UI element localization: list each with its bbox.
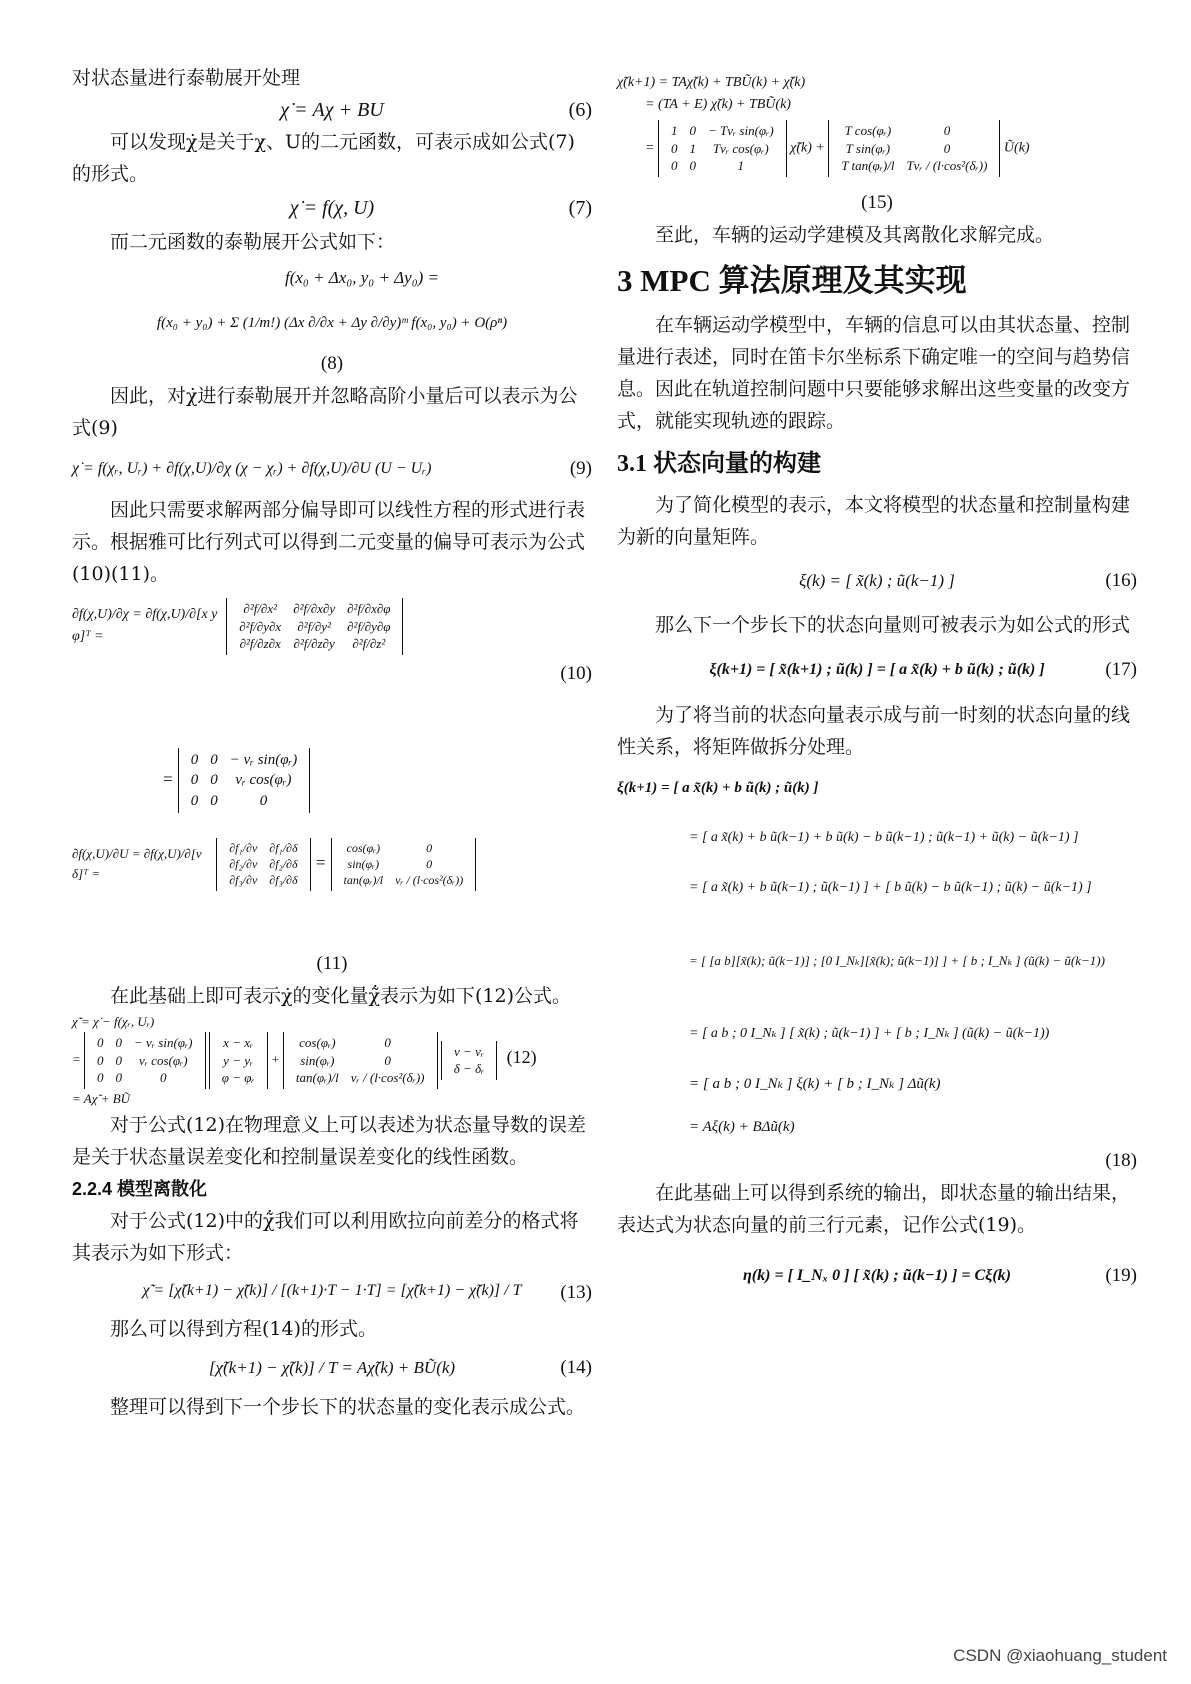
matrix-cell: − vᵣ sin(φᵣ) xyxy=(229,752,298,768)
equation-lhs: ∂f(χ,U)/∂U = ∂f(χ,U)/∂[v δ]ᵀ = xyxy=(72,846,202,882)
equation-8 xyxy=(72,258,592,348)
equation-number: (10) xyxy=(560,663,592,684)
matrix-cell: ∂²f/∂x² xyxy=(243,601,278,616)
right-column xyxy=(617,72,1137,1311)
equation-body: [χ̃(k+1) − χ̃(k)] / T = Aχ̃(k) + BŨ(k) xyxy=(208,1357,456,1377)
matrix-cell: T cos(φᵣ) xyxy=(844,123,892,138)
equation-12 xyxy=(72,1012,592,1109)
paragraph: 而二元函数的泰勒展开公式如下： xyxy=(110,231,396,253)
matrix-table xyxy=(290,1034,431,1087)
paragraph: 对于公式(12)在物理意义上可以表述为状态量导数的误差是关于状态量误差变化和控制量误差变化的线性函数。 xyxy=(72,1113,587,1168)
paragraph: 那么下一个步长下的状态向量则可被表示为如公式的形式 xyxy=(655,613,1131,636)
equation-19 xyxy=(617,1241,1137,1311)
state-symbol: χ̃(k) + xyxy=(790,140,825,156)
equation-body: χ̇ = f(χ, U) xyxy=(289,197,375,219)
matrix-table xyxy=(338,840,470,889)
equation-number: (16) xyxy=(1105,569,1137,591)
control-error-vector xyxy=(441,1041,498,1080)
plus-sign: + xyxy=(270,1051,280,1067)
matrix-cell: 0 xyxy=(384,1035,391,1050)
matrix-cell: 0 xyxy=(670,140,678,156)
matrix-cell: 0 xyxy=(160,1070,167,1086)
equation-6 xyxy=(72,94,592,126)
equation-line: = [ a x̃(k) + b ũ(k−1) ; ũ(k−1) ] + [ b ũ(k) − b ũ(k−1) ; ũ(k) − ũ(k−1) ] xyxy=(689,879,1092,895)
equation-number: (17) xyxy=(1105,658,1137,680)
matrix-cell: sin(φᵣ) xyxy=(347,857,380,872)
equation-body: η(k) = [ I_Nₓ 0 ] [ x̃(k) ; ũ(k−1) ] = Cξ(k) xyxy=(743,1266,1011,1284)
equation-line: = [ a b ; 0 I_Nₖ ] [ x̃(k) ; ũ(k−1) ] + [ b ; I_Nₖ ] (ũ(k) − ũ(k−1)) xyxy=(689,1025,1050,1041)
equation-11 xyxy=(72,838,592,948)
watermark: CSDN @xiaohuang_student xyxy=(953,1646,1167,1665)
jacobian-matrix-u xyxy=(331,838,477,891)
equation-number: (11) xyxy=(316,953,348,974)
matrix-cell: 1 xyxy=(737,158,745,174)
matrix-cell: − vᵣ sin(φᵣ) xyxy=(134,1035,193,1050)
matrix-cell: ∂f₂/∂v xyxy=(229,857,258,872)
equation-14 xyxy=(72,1345,592,1391)
equation-number: (12) xyxy=(506,1047,537,1068)
equation-number: (19) xyxy=(1105,1264,1137,1286)
matrix-cell: y − yᵣ xyxy=(223,1052,254,1068)
equation-13 xyxy=(72,1269,592,1313)
matrix-cell: δ − δᵣ xyxy=(453,1061,485,1077)
equation-body: ξ(k+1) = [ x̃(k+1) ; ũ(k) ] = [ a x̃(k) + b ũ(k) ; ũ(k) ] xyxy=(709,660,1045,678)
matrix-cell: 0 xyxy=(384,1052,391,1068)
matrix-cell: x − xᵣ xyxy=(223,1035,254,1050)
equation-line: χ̃(k+1) = TAχ̃(k) + TBŨ(k) + χ̃(k) xyxy=(617,75,806,90)
matrix-table xyxy=(233,600,396,653)
equation-line: = [ [a b][x̃(k); ũ(k−1)] ; [0 I_Nₖ][x̃(k); ũ(k−1)] ] + [ b ; I_Nₖ ] (ũ(k) − ũ(k−1)) xyxy=(689,952,1105,968)
matrix-table xyxy=(665,122,780,175)
equation-line: ξ(k+1) = [ a x̃(k) + b ũ(k) ; ũ(k) ] xyxy=(617,779,819,796)
matrix-cell: ∂²f/∂y∂x xyxy=(239,618,282,634)
equation-18-number-row xyxy=(617,1145,1137,1177)
paragraph: 在此基础上可以得到系统的输出，即状态量的输出结果，表达式为状态向量的前三行元素，记作公式(19)。 xyxy=(617,1181,1131,1236)
matrix-cell: vᵣ cos(φᵣ) xyxy=(138,1052,188,1068)
matrix-cell: 0 xyxy=(259,792,268,809)
matrix-cell: ∂f₂/∂δ xyxy=(269,857,298,872)
equation-7 xyxy=(72,190,592,226)
matrix-a xyxy=(84,1032,205,1089)
equation-body: χ̃̇ = [χ̃(k+1) − χ̃(k)] / [(k+1)·T − 1·T] = [χ̃(k+1) − χ̃(k)] / T xyxy=(142,1281,522,1299)
discrete-matrix-a xyxy=(658,120,787,177)
matrix-cell: 0 xyxy=(97,1035,104,1050)
matrix-cell: T sin(φᵣ) xyxy=(845,140,891,156)
equation-line: = Aξ(k) + BΔũ(k) xyxy=(689,1118,795,1135)
equation-line xyxy=(72,1032,592,1089)
equation-number: (13) xyxy=(560,1281,592,1303)
matrix-b xyxy=(283,1032,438,1089)
matrix-cell: 0 xyxy=(689,158,696,174)
matrix-cell: 0 xyxy=(115,1035,123,1050)
state-error-vector xyxy=(209,1032,268,1089)
matrix-cell: vᵣ / (l·cos²(δᵣ)) xyxy=(350,1070,425,1086)
paragraph: 整理可以得到下一个步长下的状态量的变化表示成公式。 xyxy=(110,1395,586,1418)
matrix-cell: sin(φᵣ) xyxy=(300,1052,335,1068)
matrix-cell: T tan(φᵣ)/l xyxy=(841,158,895,174)
matrix-cell: ∂²f/∂x∂φ xyxy=(347,601,391,616)
matrix-cell: tan(φᵣ)/l xyxy=(343,873,384,888)
matrix-table xyxy=(91,1034,198,1087)
equation-9 xyxy=(72,444,592,494)
matrix-cell: 0 xyxy=(426,857,433,872)
matrix-table xyxy=(216,1034,261,1087)
matrix-table xyxy=(185,750,303,811)
matrix-table xyxy=(835,122,993,175)
matrix-cell: ∂f₁/∂δ xyxy=(269,841,298,855)
paragraph: 可以发现χ̇是关于χ、U的二元函数，可表示成如公式(7)的形式。 xyxy=(72,131,575,185)
matrix-cell: ∂²f/∂z² xyxy=(352,636,386,652)
equation-number: (18) xyxy=(1105,1149,1137,1171)
matrix-cell: cos(φᵣ) xyxy=(346,841,381,855)
matrix-cell: 0 xyxy=(943,140,951,156)
equation-number: (9) xyxy=(569,458,592,479)
matrix-cell: 0 xyxy=(943,123,951,138)
equation-line: = Aχ̃ + BŨ xyxy=(72,1090,131,1106)
paragraph: 在此基础上即可表示χ̇的变化量χ̃̇表示为如下(12)公式。 xyxy=(110,985,572,1007)
matrix-cell: ∂²f/∂y² xyxy=(297,618,331,634)
left-column xyxy=(72,62,592,1423)
equals-sign: = xyxy=(314,853,327,873)
discrete-matrix-b xyxy=(828,120,1000,177)
equation-body: χ̇ = f(χᵣ, Uᵣ) + ∂f(χ,U)/∂χ (χ − χᵣ) + ∂f(χ,U)/∂U (U − Uᵣ) xyxy=(72,460,432,477)
paragraph: 那么可以得到方程(14)的形式。 xyxy=(110,1317,378,1340)
equation-10-result xyxy=(72,748,592,828)
matrix-cell: tan(φᵣ)/l xyxy=(295,1070,339,1086)
paragraph: 至此，车辆的运动学建模及其离散化求解完成。 xyxy=(655,223,1055,246)
equation-line: f(x₀ + y₀) + Σ (1/m!) (Δx ∂/∂x + Δy ∂/∂y)ᵐ f(x₀, y₀) + O(ρⁿ) xyxy=(156,315,508,331)
matrix-cell: v − vᵣ xyxy=(454,1043,485,1059)
matrix-cell: Tvᵣ cos(φᵣ) xyxy=(712,140,769,156)
equation-number: (7) xyxy=(568,197,592,219)
equation-line: = [ a b ; 0 I_Nₖ ] ξ(k) + [ b ; I_Nₖ ] Δũ(k) xyxy=(689,1075,941,1092)
equation-number: (6) xyxy=(568,99,592,121)
matrix-cell: cos(φᵣ) xyxy=(299,1035,336,1050)
paragraph: 因此，对χ̇进行泰勒展开并忽略高阶小量后可以表示为公式(9) xyxy=(72,385,578,439)
matrix-cell: 0 xyxy=(190,792,199,809)
equation-number: (15) xyxy=(861,191,893,213)
equals-sign: = xyxy=(72,1051,81,1067)
paragraph: 对状态量进行泰勒展开处理 xyxy=(72,67,301,89)
equals-sign: = xyxy=(645,140,655,156)
matrix-cell: 0 xyxy=(210,772,218,789)
equation-line: = (TA + E) χ̃(k) + TBŨ(k) xyxy=(645,97,791,112)
subsection-heading: 2.2.4 模型离散化 xyxy=(72,1178,208,1199)
matrix-cell: 0 xyxy=(97,1052,104,1068)
paragraph: 为了将当前的状态向量表示成与前一时刻的状态向量的线性关系，将矩阵做拆分处理。 xyxy=(617,703,1131,758)
equation-15 xyxy=(617,72,1137,177)
equation-number: (8) xyxy=(320,353,344,374)
matrix-cell: 0 xyxy=(689,123,696,138)
matrix-cell: ∂²f/∂y∂φ xyxy=(347,618,391,634)
matrix-table xyxy=(448,1043,491,1078)
matrix-cell: 0 xyxy=(97,1070,104,1086)
equation-line xyxy=(617,120,1137,177)
equation-body: χ̇ = Aχ + BU xyxy=(280,99,384,121)
matrix-cell: 0 xyxy=(115,1070,123,1086)
matrix-cell: 1 xyxy=(670,123,678,138)
partial-matrix xyxy=(216,838,310,891)
equation-line: = [ a x̃(k) + b ũ(k−1) + b ũ(k) − b ũ(k−1) ; ũ(k−1) + ũ(k) − ũ(k−1) ] xyxy=(689,829,1079,845)
paragraph: 在车辆运动学模型中，车辆的信息可以由其状态量、控制量进行表述，同时在笛卡尔坐标系下确定唯一的空间与趋势信息。因此在轨道控制问题中只要能够求解出这些变量的改变方式，就能实现轨迹的跟踪。 xyxy=(617,313,1131,432)
matrix-cell: ∂²f/∂z∂x xyxy=(239,636,281,652)
matrix-cell: 0 xyxy=(115,1052,123,1068)
matrix-cell: Tvᵣ / (l·cos²(δᵣ)) xyxy=(906,158,988,174)
equation-17 xyxy=(617,641,1137,699)
matrix-cell: vᵣ / (l·cos²(δᵣ)) xyxy=(395,873,464,888)
matrix-cell: 1 xyxy=(689,140,696,156)
section-heading: 3 MPC 算法原理及其实现 xyxy=(617,262,967,298)
equals-sign: = xyxy=(162,769,174,789)
matrix-cell: − Tvᵣ sin(φᵣ) xyxy=(707,123,774,138)
matrix-cell: 0 xyxy=(190,752,199,768)
paragraph: 因此只需要求解两部分偏导即可以线性方程的形式进行表示。根据雅可比行列式可以得到二元变量的偏导可表示为公式(10)(11)。 xyxy=(72,499,586,585)
matrix-cell: ∂²f/∂z∂y xyxy=(293,636,335,652)
paragraph: 为了简化模型的表示，本文将模型的状态量和控制量构建为新的向量矩阵。 xyxy=(617,493,1131,548)
matrix-cell: 0 xyxy=(210,752,218,768)
matrix-cell: ∂f₃/∂v xyxy=(229,873,258,888)
equation-line: f(x₀ + Δx₀, y₀ + Δy₀) = xyxy=(285,268,439,287)
equation-10 xyxy=(72,598,592,748)
equation-16 xyxy=(617,553,1137,609)
subsection-heading: 3.1 状态向量的构建 xyxy=(617,450,821,477)
matrix-table xyxy=(223,840,303,889)
matrix-cell: ∂f₃/∂δ xyxy=(269,873,298,888)
matrix-cell: φ − φᵣ xyxy=(221,1070,255,1086)
paragraph: 对于公式(12)中的χ̃̇我们可以利用欧拉向前差分的格式将其表示为如下形式： xyxy=(72,1209,579,1264)
matrix-cell: 0 xyxy=(210,792,218,809)
equation-line: χ̃̇ = χ̇ − f(χᵣ, Uᵣ) xyxy=(72,1014,155,1029)
matrix-cell: vᵣ cos(φᵣ) xyxy=(235,772,292,789)
matrix-cell: 0 xyxy=(190,772,199,789)
equation-lhs: ∂f(χ,U)/∂χ = ∂f(χ,U)/∂[x y φ]ᵀ = xyxy=(72,607,218,645)
matrix-cell: 0 xyxy=(426,841,433,855)
equation-18 xyxy=(617,763,1137,1145)
equation-number: (14) xyxy=(560,1356,592,1378)
matrix-cell: ∂f₁/∂v xyxy=(229,841,258,855)
matrix-cell: ∂²f/∂x∂y xyxy=(293,601,336,616)
control-symbol: Ũ(k) xyxy=(1003,140,1030,156)
matrix-cell: 0 xyxy=(670,158,678,174)
jacobian-matrix-x xyxy=(178,748,310,813)
equation-body: ξ(k) = [ x̃(k) ; ũ(k−1) ] xyxy=(799,570,955,590)
hessian-matrix xyxy=(226,598,403,655)
